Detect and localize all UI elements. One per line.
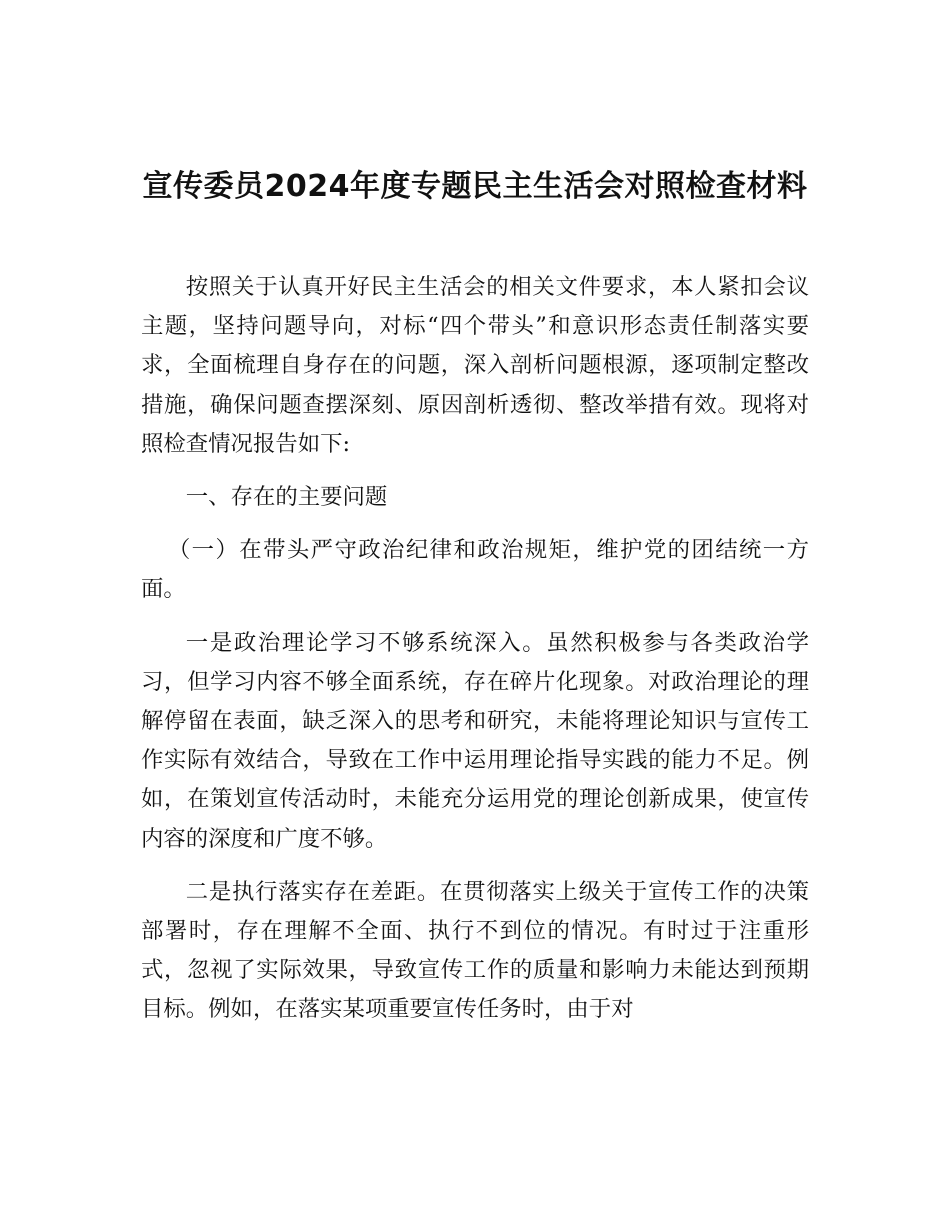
section-heading: 一、存在的主要问题 — [185, 484, 388, 511]
body-paragraph: 二是执行落实存在差距。在贯彻落实上级关于宣传工作的决策部署时，存在理解不全面、执行不到位的情况。有时过于注重形式，忽视了实际效果，导致宣传工作的质量和影响力未能达到预期目标。例如，在落实某项重要宣传任务时，由于对 — [141, 878, 809, 1023]
body-paragraph: 一是政治理论学习不够系统深入。虽然积极参与各类政治学习，但学习内容不够全面系统，存在碎片化现象。对政治理论的理解停留在表面，缺乏深入的思考和研究，未能将理论知识与宣传工作实际有效结合，导致在工作中运用理论指导实践的能力不足。例如，在策划宣传活动时，未能充分运用党的理论创新成果，使宣传内容的深度和广度不够。 — [141, 629, 809, 852]
subsection-heading: （一）在带头严守政治纪律和政治规矩，维护党的团结统一方面。 — [141, 537, 809, 603]
document-body — [141, 268, 809, 1030]
intro-paragraph: 按照关于认真开好民主生活会的相关文件要求，本人紧扣会议主题，坚持问题导向，对标“四个带头”和意识形态责任制落实要求，全面梳理自身存在的问题，深入剖析问题根源，逐项制定整改措施，确保问题查摆深刻、原因剖析透彻、整改举措有效。现将对照检查情况报告如下: — [141, 274, 809, 457]
document-title: 宣传委员2024年度专题民主生活会对照检查材料 — [142, 169, 808, 204]
